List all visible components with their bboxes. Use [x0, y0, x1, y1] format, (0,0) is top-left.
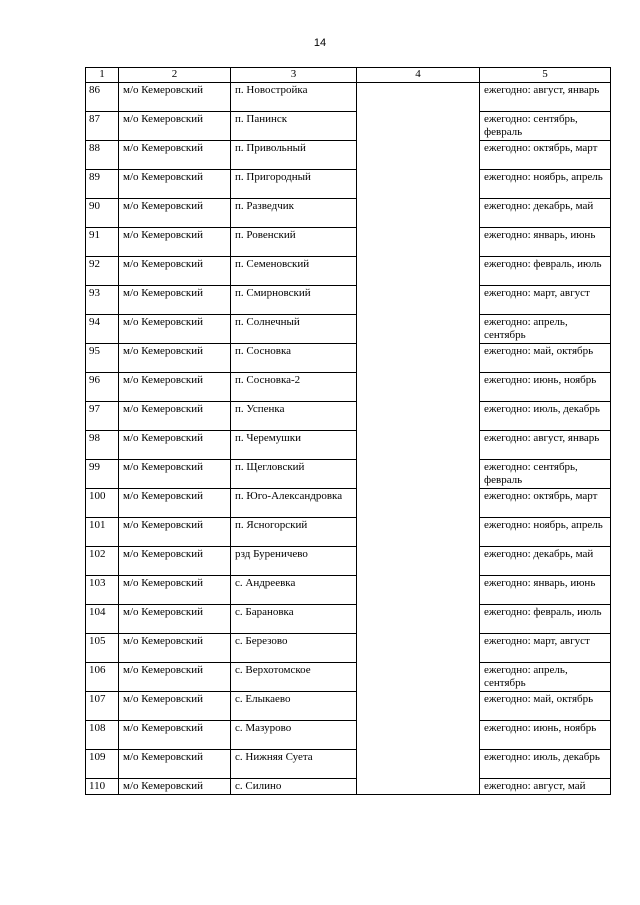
table-row: [86, 315, 611, 344]
row-number-cell: 93: [86, 286, 119, 315]
district-cell: м/о Кемеровский: [119, 83, 231, 112]
table-row: [86, 605, 611, 634]
district-cell: м/о Кемеровский: [119, 547, 231, 576]
row-number-cell: 104: [86, 605, 119, 634]
settlement-cell: п. Пригородный: [231, 170, 357, 199]
row-number-cell: 105: [86, 634, 119, 663]
district-cell: м/о Кемеровский: [119, 692, 231, 721]
settlement-cell: с. Березово: [231, 634, 357, 663]
schedule-cell: ежегодно: октябрь, март: [480, 141, 611, 170]
table-row: [86, 692, 611, 721]
settlement-cell: с. Андреевка: [231, 576, 357, 605]
schedule-cell: ежегодно: сентябрь, февраль: [480, 112, 611, 141]
district-cell: м/о Кемеровский: [119, 431, 231, 460]
settlement-cell: п. Семеновский: [231, 257, 357, 286]
column-4-cell: [357, 257, 480, 286]
row-number-cell: 95: [86, 344, 119, 373]
schedule-cell: ежегодно: декабрь, май: [480, 547, 611, 576]
column-4-cell: [357, 373, 480, 402]
column-4-cell: [357, 721, 480, 750]
row-number-cell: 98: [86, 431, 119, 460]
row-number-cell: 96: [86, 373, 119, 402]
row-number-cell: 101: [86, 518, 119, 547]
row-number-cell: 88: [86, 141, 119, 170]
district-cell: м/о Кемеровский: [119, 779, 231, 795]
district-cell: м/о Кемеровский: [119, 402, 231, 431]
settlement-cell: с. Барановка: [231, 605, 357, 634]
table-row: [86, 83, 611, 112]
district-cell: м/о Кемеровский: [119, 141, 231, 170]
schedule-cell: ежегодно: июнь, ноябрь: [480, 721, 611, 750]
settlement-cell: п. Щегловский: [231, 460, 357, 489]
column-4-cell: [357, 663, 480, 692]
column-4-cell: [357, 634, 480, 663]
schedule-table: [85, 67, 611, 795]
table-row: [86, 750, 611, 779]
district-cell: м/о Кемеровский: [119, 228, 231, 257]
row-number-cell: 91: [86, 228, 119, 257]
schedule-cell: ежегодно: июнь, ноябрь: [480, 373, 611, 402]
table-row: [86, 779, 611, 795]
column-4-cell: [357, 547, 480, 576]
table-row: [86, 199, 611, 228]
table-row: [86, 489, 611, 518]
settlement-cell: п. Сосновка-2: [231, 373, 357, 402]
row-number-cell: 109: [86, 750, 119, 779]
settlement-cell: п. Панинск: [231, 112, 357, 141]
settlement-cell: с. Верхотомское: [231, 663, 357, 692]
column-4-cell: [357, 605, 480, 634]
table-body: [86, 83, 611, 795]
schedule-cell: ежегодно: май, октябрь: [480, 692, 611, 721]
table-row: [86, 518, 611, 547]
column-4-cell: [357, 750, 480, 779]
settlement-cell: с. Нижняя Суета: [231, 750, 357, 779]
schedule-cell: ежегодно: февраль, июль: [480, 605, 611, 634]
settlement-cell: п. Солнечный: [231, 315, 357, 344]
column-4-cell: [357, 402, 480, 431]
district-cell: м/о Кемеровский: [119, 344, 231, 373]
settlement-cell: п. Привольный: [231, 141, 357, 170]
row-number-cell: 108: [86, 721, 119, 750]
table-row: [86, 721, 611, 750]
table-row: [86, 344, 611, 373]
row-number-cell: 90: [86, 199, 119, 228]
schedule-cell: ежегодно: июль, декабрь: [480, 402, 611, 431]
row-number-cell: 107: [86, 692, 119, 721]
column-4-cell: [357, 199, 480, 228]
settlement-cell: п. Ровенский: [231, 228, 357, 257]
table-row: [86, 460, 611, 489]
settlement-cell: с. Мазурово: [231, 721, 357, 750]
table-row: [86, 257, 611, 286]
schedule-cell: ежегодно: сентябрь, февраль: [480, 460, 611, 489]
column-4-cell: [357, 112, 480, 141]
column-4-cell: [357, 170, 480, 199]
settlement-cell: с. Силино: [231, 779, 357, 795]
column-header: 4: [357, 68, 480, 83]
district-cell: м/о Кемеровский: [119, 605, 231, 634]
district-cell: м/о Кемеровский: [119, 286, 231, 315]
schedule-cell: ежегодно: декабрь, май: [480, 199, 611, 228]
column-4-cell: [357, 489, 480, 518]
schedule-cell: ежегодно: август, май: [480, 779, 611, 795]
district-cell: м/о Кемеровский: [119, 576, 231, 605]
table-row: [86, 170, 611, 199]
schedule-cell: ежегодно: апрель, сентябрь: [480, 315, 611, 344]
row-number-cell: 110: [86, 779, 119, 795]
table-row: [86, 373, 611, 402]
schedule-cell: ежегодно: ноябрь, апрель: [480, 518, 611, 547]
column-4-cell: [357, 460, 480, 489]
table-row: [86, 634, 611, 663]
settlement-cell: п. Новостройка: [231, 83, 357, 112]
row-number-cell: 86: [86, 83, 119, 112]
table-row: [86, 547, 611, 576]
district-cell: м/о Кемеровский: [119, 257, 231, 286]
row-number-cell: 106: [86, 663, 119, 692]
column-4-cell: [357, 692, 480, 721]
settlement-cell: п. Смирновский: [231, 286, 357, 315]
settlement-cell: п. Черемушки: [231, 431, 357, 460]
district-cell: м/о Кемеровский: [119, 373, 231, 402]
district-cell: м/о Кемеровский: [119, 199, 231, 228]
row-number-cell: 92: [86, 257, 119, 286]
schedule-cell: ежегодно: июль, декабрь: [480, 750, 611, 779]
table-row: [86, 402, 611, 431]
column-header: 3: [231, 68, 357, 83]
district-cell: м/о Кемеровский: [119, 634, 231, 663]
schedule-cell: ежегодно: ноябрь, апрель: [480, 170, 611, 199]
schedule-cell: ежегодно: октябрь, март: [480, 489, 611, 518]
row-number-cell: 99: [86, 460, 119, 489]
column-4-cell: [357, 315, 480, 344]
column-header: 5: [480, 68, 611, 83]
column-4-cell: [357, 286, 480, 315]
column-4-cell: [357, 141, 480, 170]
column-4-cell: [357, 576, 480, 605]
settlement-cell: п. Ясногорский: [231, 518, 357, 547]
district-cell: м/о Кемеровский: [119, 489, 231, 518]
schedule-cell: ежегодно: март, август: [480, 286, 611, 315]
table-header-row: [86, 68, 611, 83]
column-4-cell: [357, 779, 480, 795]
schedule-cell: ежегодно: февраль, июль: [480, 257, 611, 286]
row-number-cell: 102: [86, 547, 119, 576]
table-row: [86, 431, 611, 460]
table-row: [86, 228, 611, 257]
table-row: [86, 286, 611, 315]
settlement-cell: п. Юго-Александровка: [231, 489, 357, 518]
column-4-cell: [357, 228, 480, 257]
schedule-cell: ежегодно: август, январь: [480, 431, 611, 460]
settlement-cell: п. Успенка: [231, 402, 357, 431]
settlement-cell: п. Разведчик: [231, 199, 357, 228]
district-cell: м/о Кемеровский: [119, 663, 231, 692]
schedule-cell: ежегодно: январь, июнь: [480, 228, 611, 257]
district-cell: м/о Кемеровский: [119, 315, 231, 344]
district-cell: м/о Кемеровский: [119, 518, 231, 547]
schedule-cell: ежегодно: январь, июнь: [480, 576, 611, 605]
column-header: 1: [86, 68, 119, 83]
district-cell: м/о Кемеровский: [119, 721, 231, 750]
page-number: 14: [313, 37, 327, 49]
row-number-cell: 100: [86, 489, 119, 518]
table-row: [86, 141, 611, 170]
district-cell: м/о Кемеровский: [119, 750, 231, 779]
settlement-cell: рзд Буреничево: [231, 547, 357, 576]
column-4-cell: [357, 431, 480, 460]
column-header: 2: [119, 68, 231, 83]
settlement-cell: с. Елыкаево: [231, 692, 357, 721]
schedule-cell: ежегодно: март, август: [480, 634, 611, 663]
row-number-cell: 87: [86, 112, 119, 141]
schedule-cell: ежегодно: май, октябрь: [480, 344, 611, 373]
table-row: [86, 112, 611, 141]
column-4-cell: [357, 83, 480, 112]
district-cell: м/о Кемеровский: [119, 170, 231, 199]
row-number-cell: 103: [86, 576, 119, 605]
district-cell: м/о Кемеровский: [119, 460, 231, 489]
district-cell: м/о Кемеровский: [119, 112, 231, 141]
table-row: [86, 663, 611, 692]
row-number-cell: 89: [86, 170, 119, 199]
schedule-cell: ежегодно: апрель, сентябрь: [480, 663, 611, 692]
row-number-cell: 94: [86, 315, 119, 344]
column-4-cell: [357, 344, 480, 373]
table-row: [86, 576, 611, 605]
schedule-cell: ежегодно: август, январь: [480, 83, 611, 112]
row-number-cell: 97: [86, 402, 119, 431]
settlement-cell: п. Сосновка: [231, 344, 357, 373]
column-4-cell: [357, 518, 480, 547]
